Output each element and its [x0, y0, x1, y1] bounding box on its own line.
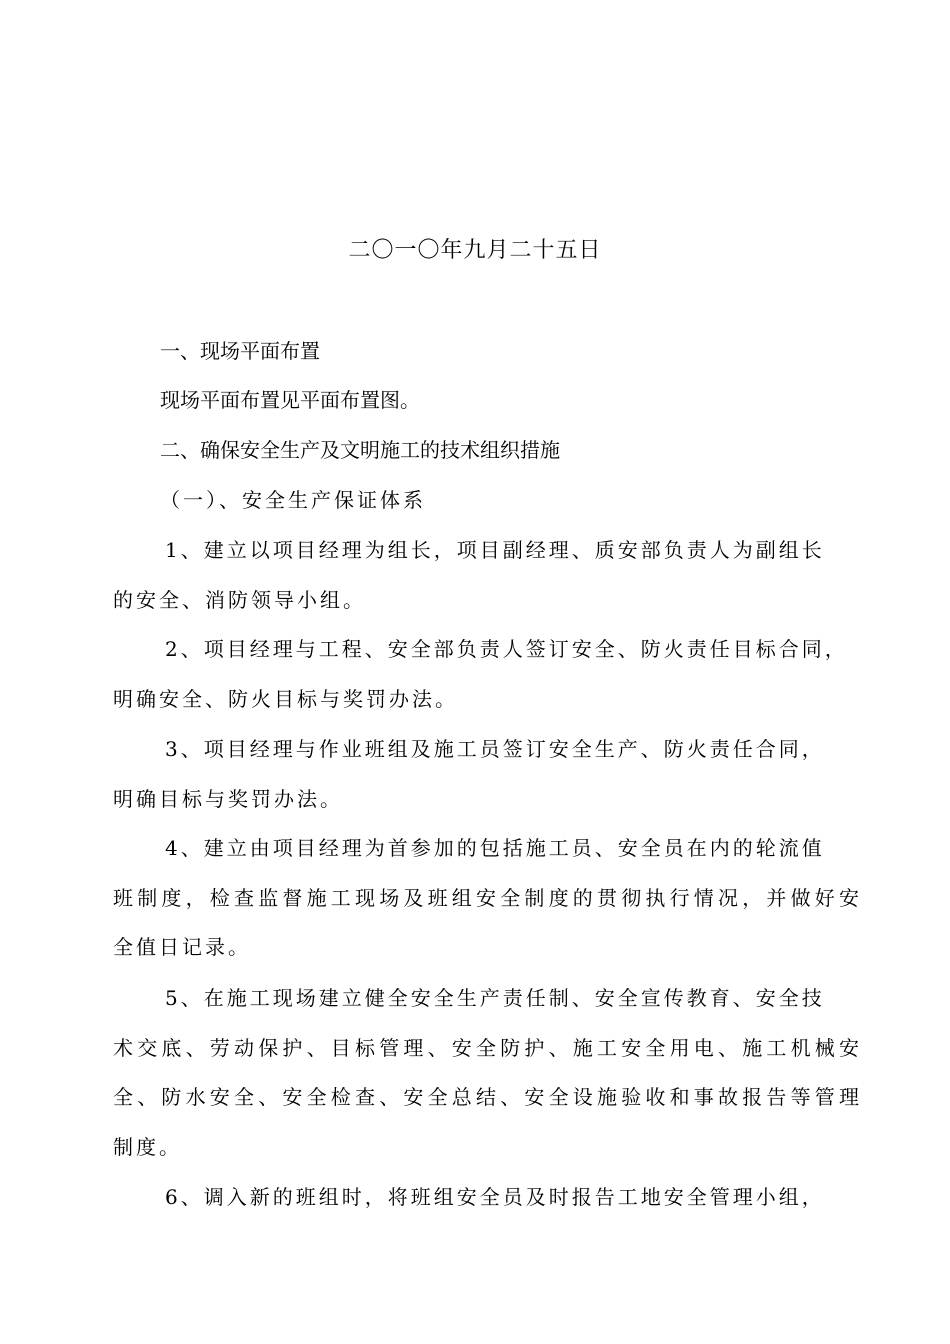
section-heading-2: 二、确保安全生产及文明施工的技术组织措施: [160, 438, 560, 462]
paragraph-line: 1、建立以项目经理为组长，项目副经理、质安部负责人为副组长: [165, 538, 825, 562]
paragraph-line: 全值日记录。: [113, 935, 251, 959]
paragraph-line: 术交底、劳动保护、目标管理、安全防护、施工安全用电、施工机械安: [113, 1036, 864, 1060]
paragraph-line: 5、在施工现场建立健全安全生产责任制、安全宣传教育、安全技: [165, 986, 825, 1010]
paragraph-line: 3、项目经理与作业班组及施工员签订安全生产、防火责任合同，: [165, 737, 825, 761]
paragraph-line: 制度。: [113, 1135, 182, 1159]
paragraph-line: 的安全、消防领导小组。: [113, 588, 366, 612]
subsection-heading: （一）、安全生产保证体系: [160, 488, 426, 512]
paragraph-line: 6、调入新的班组时，将班组安全员及时报告工地安全管理小组，: [165, 1185, 825, 1209]
paragraph-line: 现场平面布置见平面布置图。: [160, 388, 420, 412]
paragraph-line: 2、项目经理与工程、安全部负责人签订安全、防火责任目标合同，: [165, 637, 848, 661]
document-date: 二〇一〇年九月二十五日: [348, 238, 602, 263]
paragraph-line: 明确安全、防火目标与奖罚办法。: [113, 687, 458, 711]
paragraph-line: 班制度，检查监督施工现场及班组安全制度的贯彻执行情况，并做好安: [113, 886, 864, 910]
paragraph-line: 全、防水安全、安全检查、安全总结、安全设施验收和事故报告等管理: [113, 1085, 864, 1109]
paragraph-line: 明确目标与奖罚办法。: [113, 787, 343, 811]
paragraph-line: 4、建立由项目经理为首参加的包括施工员、安全员在内的轮流值: [165, 836, 825, 860]
section-heading-1: 一、现场平面布置: [160, 339, 320, 363]
